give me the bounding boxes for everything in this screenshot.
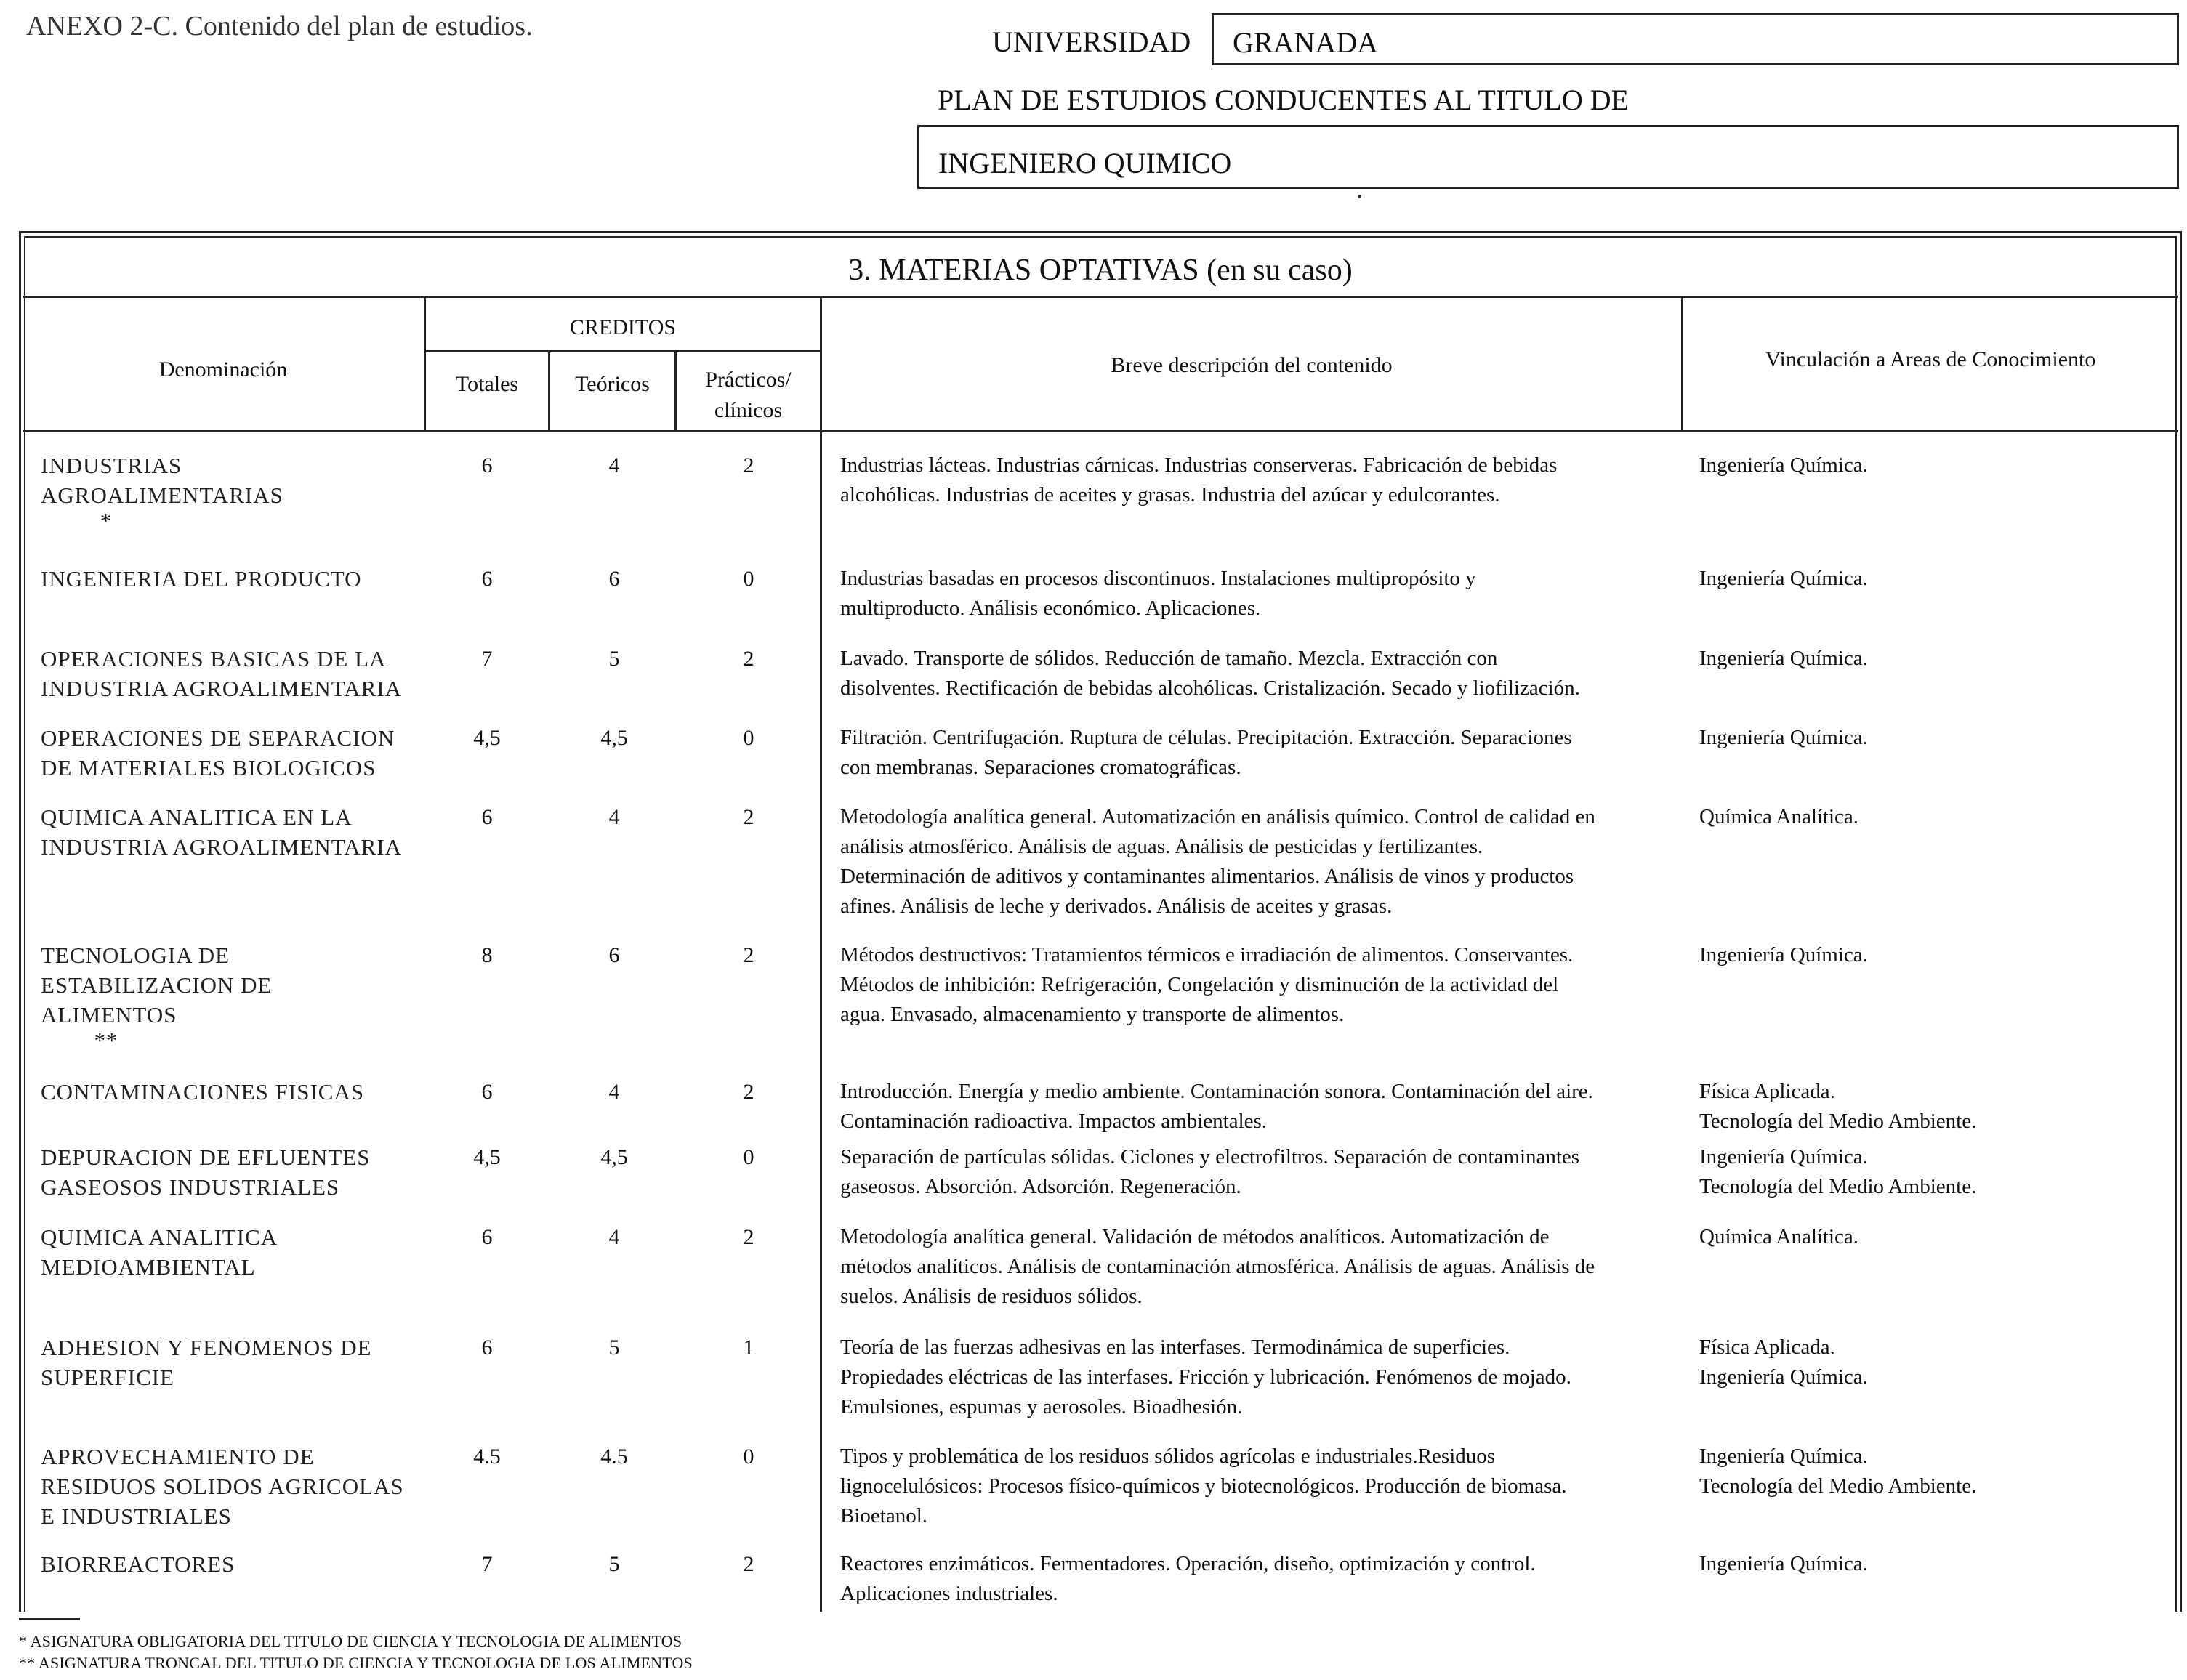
course-description-line: Determinación de aditivos y contaminantes alimentarios. Análisis de vinos y productos bbox=[840, 865, 1574, 888]
knowledge-area bbox=[1699, 644, 2164, 674]
knowledge-area bbox=[1699, 451, 2164, 480]
course-description-line: Métodos destructivos: Tratamientos térmicos e irradiación de alimentos. Conservantes. bbox=[840, 943, 1574, 966]
course-description-line: Métodos de inhibición: Refrigeración, Congelación y disminución de la actividad del bbox=[840, 973, 1559, 996]
course-description-line: Bioetanol. bbox=[840, 1504, 928, 1527]
course-description bbox=[840, 1222, 1676, 1312]
credits-theory: 5 bbox=[608, 1336, 620, 1360]
course-name-line: INDUSTRIAS bbox=[41, 453, 182, 478]
footnote-2: ** ASIGNATURA TRONCAL DEL TITULO DE CIENCIA Y TECNOLOGIA DE LOS ALIMENTOS bbox=[19, 1654, 693, 1672]
course-name-line: INDUSTRIA AGROALIMENTARIA bbox=[41, 676, 402, 701]
knowledge-area bbox=[1699, 1549, 2164, 1579]
knowledge-area-line: Tecnología del Medio Ambiente. bbox=[1699, 1175, 1977, 1198]
credits-theory: 4,5 bbox=[600, 726, 628, 750]
header-clinicos: clínicos bbox=[714, 398, 783, 422]
course-description-line: Tipos y problemática de los residuos sólidos agrícolas e industriales.Residuos bbox=[840, 1445, 1496, 1468]
knowledge-area-line: Química Analítica. bbox=[1699, 1225, 1859, 1248]
credits-theory: 4 bbox=[608, 1080, 620, 1104]
header-teoricos: Teóricos bbox=[575, 372, 650, 396]
course-name-line: GASEOSOS INDUSTRIALES bbox=[41, 1174, 340, 1200]
course-description-line: Lavado. Transporte de sólidos. Reducción de tamaño. Mezcla. Extracción con bbox=[840, 647, 1498, 670]
credits-total: 6 bbox=[481, 1080, 493, 1104]
credits-total: 4,5 bbox=[473, 726, 501, 750]
knowledge-area-line: Ingeniería Química. bbox=[1699, 1365, 1868, 1389]
col-divider bbox=[820, 296, 822, 1612]
credits-theory: 4 bbox=[608, 805, 620, 829]
footnote-mark: * bbox=[100, 508, 113, 533]
credits-practical: 2 bbox=[743, 943, 754, 967]
course-description bbox=[840, 1442, 1676, 1531]
credits-total: 6 bbox=[481, 805, 493, 829]
header-practicos: Prácticos/ bbox=[705, 368, 792, 392]
knowledge-area bbox=[1699, 1222, 2164, 1252]
knowledge-area-line: Tecnología del Medio Ambiente. bbox=[1699, 1110, 1977, 1133]
course-description-line: alcohólicas. Industrias de aceites y grasas. Industria del azúcar y edulcorantes. bbox=[840, 483, 1500, 506]
course-name bbox=[41, 1077, 419, 1107]
course-name-line: BIORREACTORES bbox=[41, 1551, 235, 1577]
course-name-line: E INDUSTRIALES bbox=[41, 1503, 232, 1529]
course-description-line: agua. Envasado, almacenamiento y transporte de alimentos. bbox=[840, 1003, 1345, 1026]
course-description-line: Industrias basadas en procesos discontinuos. Instalaciones multipropósito y bbox=[840, 567, 1476, 590]
course-name bbox=[41, 723, 419, 783]
credits-total: 7 bbox=[481, 647, 493, 671]
knowledge-area-line: Física Aplicada. bbox=[1699, 1336, 1835, 1359]
course-description bbox=[840, 564, 1676, 623]
knowledge-area-line: Ingeniería Química. bbox=[1699, 453, 1868, 477]
course-name-line: QUIMICA ANALITICA bbox=[41, 1224, 278, 1250]
course-description bbox=[840, 1077, 1676, 1136]
course-description-line: afines. Análisis de leche y derivados. Análisis de aceites y grasas. bbox=[840, 894, 1393, 918]
course-description bbox=[840, 1142, 1676, 1202]
course-description-line: Filtración. Centrifugación. Ruptura de células. Precipitación. Extracción. Separaciones bbox=[840, 726, 1572, 749]
course-name-line: OPERACIONES BASICAS DE LA bbox=[41, 646, 387, 671]
course-description-line: Metodología analítica general. Automatización en análisis químico. Control de calidad en bbox=[840, 805, 1595, 828]
course-description-line: Teoría de las fuerzas adhesivas en las interfases. Termodinámica de superficies. bbox=[840, 1336, 1510, 1359]
course-name bbox=[41, 451, 419, 532]
header-vinculacion: Vinculación a Areas de Conocimiento bbox=[1765, 347, 2096, 371]
knowledge-area-line: Tecnología del Medio Ambiente. bbox=[1699, 1474, 1977, 1498]
course-name bbox=[41, 1222, 419, 1282]
course-description-line: métodos analíticos. Análisis de contaminación atmosférica. Análisis de aguas. Análisis de bbox=[840, 1255, 1595, 1278]
credits-total: 4,5 bbox=[473, 1145, 501, 1169]
knowledge-area-line: Ingeniería Química. bbox=[1699, 1552, 1868, 1575]
credits-practical: 0 bbox=[743, 1445, 754, 1469]
credits-total: 4.5 bbox=[473, 1445, 501, 1469]
header-descripcion: Breve descripción del contenido bbox=[1111, 353, 1393, 377]
credits-practical: 2 bbox=[743, 1225, 754, 1249]
knowledge-area bbox=[1699, 1442, 2164, 1501]
credits-theory: 6 bbox=[608, 567, 620, 591]
knowledge-area bbox=[1699, 723, 2164, 753]
course-name bbox=[41, 1142, 419, 1202]
course-description-line: Introducción. Energía y medio ambiente. Contaminación sonora. Contaminación del aire. bbox=[840, 1080, 1593, 1103]
credits-total: 6 bbox=[481, 567, 493, 591]
header-totales: Totales bbox=[455, 372, 519, 396]
credits-theory: 4 bbox=[608, 1225, 620, 1249]
course-description bbox=[840, 1333, 1676, 1422]
course-description-line: Aplicaciones industriales. bbox=[840, 1582, 1058, 1605]
course-name-line: ALIMENTOS bbox=[41, 1002, 177, 1027]
course-name-line: INGENIERIA DEL PRODUCTO bbox=[41, 566, 362, 591]
credits-practical: 0 bbox=[743, 726, 754, 750]
course-name-line: SUPERFICIE bbox=[41, 1365, 174, 1390]
knowledge-area-line: Ingeniería Química. bbox=[1699, 567, 1868, 590]
header-denominacion: Denominación bbox=[158, 358, 288, 381]
credits-practical: 2 bbox=[743, 1080, 754, 1104]
credits-practical: 0 bbox=[743, 567, 754, 591]
course-name bbox=[41, 940, 419, 1051]
course-description-line: Reactores enzimáticos. Fermentadores. Operación, diseño, optimización y control. bbox=[840, 1552, 1536, 1575]
course-description-line: disolventes. Rectificación de bebidas alcohólicas. Cristalización. Secado y liofilización. bbox=[840, 677, 1580, 700]
course-description-line: con membranas. Separaciones cromatográficas. bbox=[840, 756, 1241, 779]
credits-theory: 5 bbox=[608, 1552, 620, 1576]
course-description bbox=[840, 1549, 1676, 1609]
credits-theory: 4 bbox=[608, 453, 620, 477]
knowledge-area-line: Ingeniería Química. bbox=[1699, 1445, 1868, 1468]
footnote-1: * ASIGNATURA OBLIGATORIA DEL TITULO DE CIENCIA Y TECNOLOGIA DE ALIMENTOS bbox=[19, 1632, 682, 1650]
university-field bbox=[1212, 13, 2179, 65]
university-label: UNIVERSIDAD bbox=[992, 25, 1191, 58]
course-name-line: AGROALIMENTARIAS bbox=[41, 482, 283, 508]
course-description-line: Separación de partículas sólidas. Ciclones y electrofiltros. Separación de contaminantes bbox=[840, 1145, 1580, 1168]
course-name bbox=[41, 1333, 419, 1392]
course-name bbox=[41, 1549, 419, 1579]
knowledge-area-line: Ingeniería Química. bbox=[1699, 1145, 1868, 1168]
knowledge-area-line: Física Aplicada. bbox=[1699, 1080, 1835, 1103]
section-title: 3. MATERIAS OPTATIVAS (en su caso) bbox=[23, 238, 2178, 298]
credits-divider bbox=[424, 350, 822, 352]
knowledge-area-line: Ingeniería Química. bbox=[1699, 726, 1868, 749]
credits-total: 6 bbox=[481, 453, 493, 477]
course-name-line: DE MATERIALES BIOLOGICOS bbox=[41, 755, 376, 780]
course-name-line: INDUSTRIA AGROALIMENTARIA bbox=[41, 834, 402, 860]
course-name-line: QUIMICA ANALITICA EN LA bbox=[41, 804, 353, 830]
course-description bbox=[840, 940, 1676, 1030]
course-name-line: RESIDUOS SOLIDOS AGRICOLAS bbox=[41, 1474, 404, 1499]
credits-practical: 1 bbox=[743, 1336, 754, 1360]
knowledge-area bbox=[1699, 1142, 2164, 1202]
course-description-line: Contaminación radioactiva. Impactos ambientales. bbox=[840, 1110, 1268, 1133]
course-description-line: Industrias lácteas. Industrias cárnicas. Industrias conserveras. Fabricación de bebidas bbox=[840, 453, 1558, 477]
course-description bbox=[840, 644, 1676, 703]
credits-theory: 4,5 bbox=[600, 1145, 628, 1169]
knowledge-area bbox=[1699, 1077, 2164, 1136]
credits-theory: 4.5 bbox=[600, 1445, 628, 1469]
credits-practical: 2 bbox=[743, 453, 754, 477]
course-name-line: CONTAMINACIONES FISICAS bbox=[41, 1079, 365, 1104]
course-name-line: ADHESION Y FENOMENOS DE bbox=[41, 1335, 372, 1360]
course-description bbox=[840, 723, 1676, 783]
credits-total: 6 bbox=[481, 1225, 493, 1249]
course-description-line: análisis atmosférico. Análisis de aguas. Análisis de pesticidas y fertilizantes. bbox=[840, 835, 1483, 858]
course-description bbox=[840, 802, 1676, 921]
credits-practical: 2 bbox=[743, 805, 754, 829]
course-name-line: MEDIOAMBIENTAL bbox=[41, 1254, 256, 1280]
header-bottom-rule bbox=[23, 430, 2178, 432]
course-description-line: Propiedades eléctricas de las interfases. Fricción y lubricación. Fenómenos de mojado. bbox=[840, 1365, 1571, 1389]
course-name-line: APROVECHAMIENTO DE bbox=[41, 1444, 315, 1469]
credits-theory: 5 bbox=[608, 647, 620, 671]
course-name bbox=[41, 1442, 419, 1531]
credits-total: 8 bbox=[481, 943, 493, 967]
header-creditos: CREDITOS bbox=[569, 315, 677, 339]
credits-practical: 2 bbox=[743, 647, 754, 671]
course-description-line: gaseosos. Absorción. Adsorción. Regeneración. bbox=[840, 1175, 1241, 1198]
credits-total: 7 bbox=[481, 1552, 493, 1576]
degree-field bbox=[917, 125, 2179, 189]
course-name-line: TECNOLOGIA DE bbox=[41, 942, 230, 968]
footnote-rule bbox=[19, 1618, 80, 1620]
knowledge-area bbox=[1699, 1333, 2164, 1392]
course-name-line: ESTABILIZACION DE bbox=[41, 972, 273, 998]
course-name bbox=[41, 802, 419, 862]
knowledge-area-line: Ingeniería Química. bbox=[1699, 943, 1868, 966]
stray-mark bbox=[1358, 195, 1361, 198]
course-description-line: lignocelulósicos: Procesos físico-químicos y biotecnológicos. Producción de biomasa. bbox=[840, 1474, 1567, 1498]
credits-practical: 2 bbox=[743, 1552, 754, 1576]
course-name-line: DEPURACION DE EFLUENTES bbox=[41, 1144, 371, 1170]
credits-theory: 6 bbox=[608, 943, 620, 967]
degree-value: INGENIERO QUIMICO bbox=[938, 147, 1232, 179]
knowledge-area bbox=[1699, 564, 2164, 594]
course-description-line: Emulsiones, espumas y aerosoles. Bioadhesión. bbox=[840, 1395, 1243, 1418]
knowledge-area-line: Química Analítica. bbox=[1699, 805, 1859, 828]
course-name-line: OPERACIONES DE SEPARACION bbox=[41, 725, 395, 751]
annex-title: ANEXO 2-C. Contenido del plan de estudios. bbox=[26, 11, 533, 41]
course-name bbox=[41, 644, 419, 703]
course-description-line: multiproducto. Análisis económico. Aplicaciones. bbox=[840, 597, 1261, 620]
course-name bbox=[41, 564, 419, 594]
course-description-line: Metodología analítica general. Validación de métodos analíticos. Automatización de bbox=[840, 1225, 1550, 1248]
course-description bbox=[840, 451, 1676, 510]
plan-title: PLAN DE ESTUDIOS CONDUCENTES AL TITULO DE bbox=[938, 84, 1630, 116]
university-value: GRANADA bbox=[1233, 26, 1378, 59]
credits-practical: 0 bbox=[743, 1145, 754, 1169]
knowledge-area bbox=[1699, 940, 2164, 970]
credits-total: 6 bbox=[481, 1336, 493, 1360]
knowledge-area-line: Ingeniería Química. bbox=[1699, 647, 1868, 670]
knowledge-area bbox=[1699, 802, 2164, 832]
course-description-line: suelos. Análisis de residuos sólidos. bbox=[840, 1285, 1143, 1308]
footnote-mark: ** bbox=[94, 1027, 118, 1053]
